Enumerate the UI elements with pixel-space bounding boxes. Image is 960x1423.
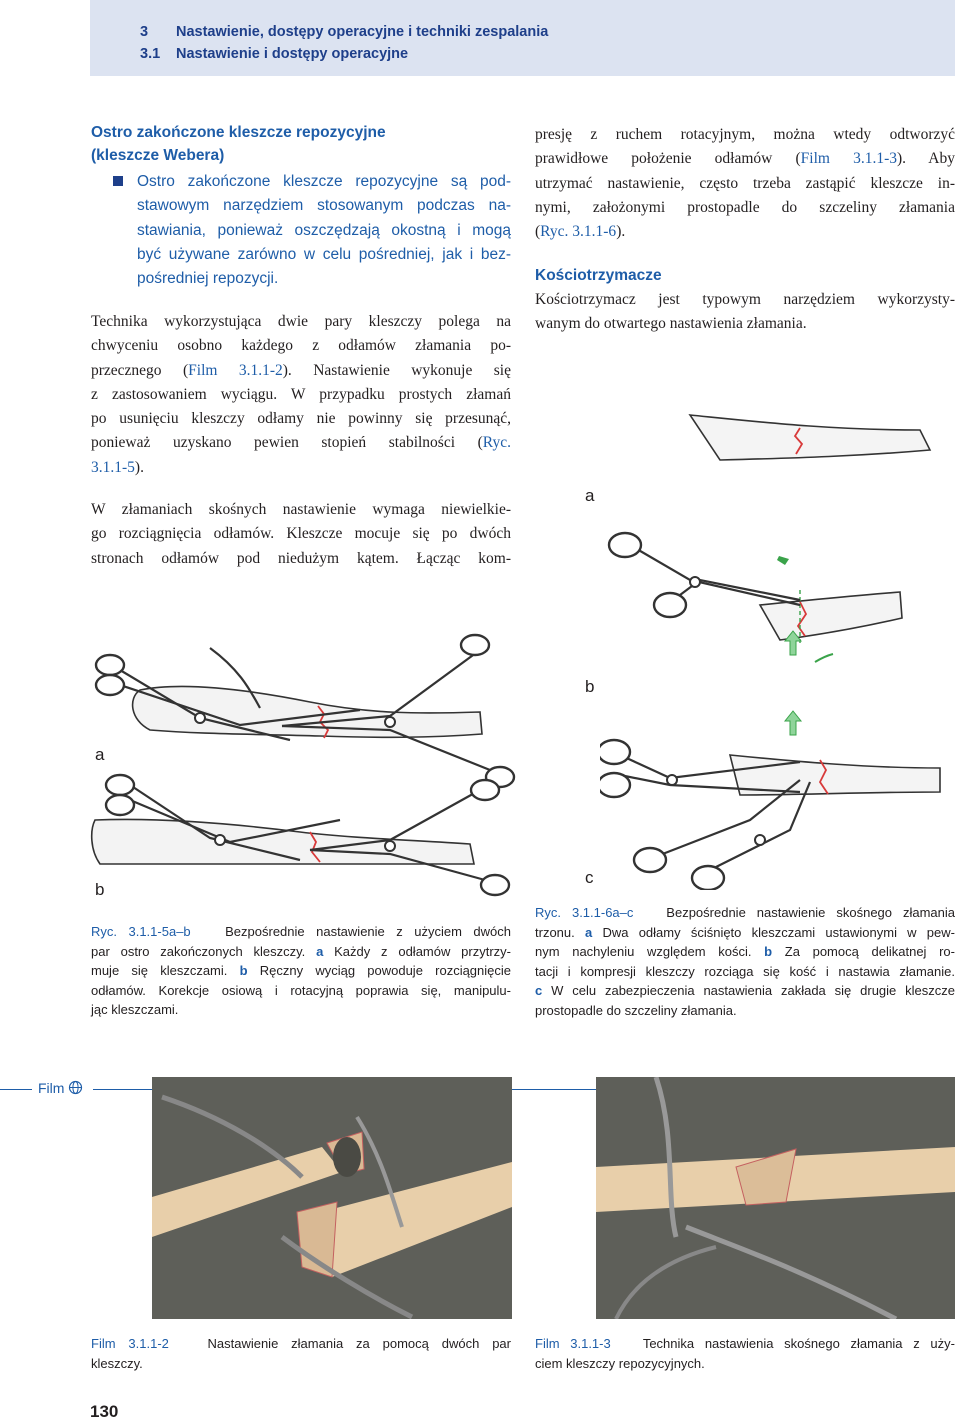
figure-link[interactable]: Ryc. 3.1.1-6: [540, 223, 617, 241]
figure-link[interactable]: Ryc.: [482, 434, 511, 452]
section-title: Nastawienie i dostępy operacyjne: [176, 46, 409, 62]
film2-image: [152, 1077, 512, 1319]
paragraph-two-pairs: [91, 310, 511, 480]
film-3-1-1-2-still[interactable]: [152, 1077, 512, 1319]
weber-heading-line1: Ostro zakończone kleszcze repozycyjne: [91, 124, 386, 141]
text-line: Kościotrzymacz jest typowym narzędziem wykorzysty-: [535, 291, 955, 308]
film-rule-left: [0, 1089, 32, 1090]
film-3-1-1-3-still[interactable]: [596, 1077, 955, 1319]
text-line: stronach odłamów pod niedużym kątem. Łącząc kom-: [91, 549, 511, 567]
fig5a-drawing: [96, 635, 514, 787]
fig6-caption-id: Ryc. 3.1.1-6a–c: [535, 905, 634, 920]
film2-caption-id: Film 3.1.1-2: [91, 1336, 169, 1351]
section-number: 3.1: [140, 46, 161, 62]
caption-text: prostopadle do szczeliny złamania.: [535, 1002, 737, 1018]
caption-text: jąc kleszczami.: [91, 1002, 179, 1017]
bullet-line: stawiania, ponieważ oszczędzają okostną i mogą: [137, 221, 511, 239]
film2-caption: Film 3.1.1-2 Nastawienie złamania za pomocą dwóch par kleszczy.: [91, 1334, 511, 1373]
chapter-header: [140, 24, 548, 40]
weber-heading-line2: (kleszcze Webera): [91, 147, 225, 164]
text-line: nymi, założonymi prostopadle do szczeliny złamania: [535, 198, 955, 216]
text-line: go rozciągnięcia odłamów. Kleszcze mocuje się po dwóch: [91, 525, 511, 543]
figure-link[interactable]: 3.1.1-5: [91, 458, 135, 476]
fig6-illustration: [600, 400, 955, 890]
fig5-caption-id: Ryc. 3.1.1-5a–b: [91, 924, 191, 939]
bullet-line: pośredniej repozycji.: [137, 270, 279, 288]
text-line: wanym do otwartego nastawienia złamania.: [535, 315, 807, 333]
fig6-caption: Ryc. 3.1.1-6a–c Bezpośrednie nastawienie skośnego złamania trzonu. a Dwa odłamy ściśnięto kleszczami ustawionymi w pew- nym nachyleniu względem kości. b Za pomocą delikatnej ro- tacji i kompresji kleszczy rozciąga się kość i nastawia złamanie. c W celu zabezpieczenia nastawienia zakłada się drugie kleszcze prostopadle do szczeliny złamania.: [535, 903, 955, 1020]
text-line: po usunięciu kleszczy odłamy nie powinny się przesunąć,: [91, 410, 511, 428]
bullet-block: [91, 170, 511, 291]
film-label: Film: [38, 1080, 83, 1098]
text-line: z zastosowaniem wyciągu. W przypadku prostych złamań: [91, 385, 511, 403]
fig5-caption: Ryc. 3.1.1-5a–b Bezpośrednie nastawienie z użyciem dwóch par ostro zakończonych kleszczy. a Każdy z odłamów przytrzy- muje się kleszczami. b Ręczny wyciąg powoduje rozciągnięcie odłamów. Korekcje osiową i rotacyjną poprawia się, manipulu- jąc kleszczami.: [91, 922, 511, 1020]
text-line: 3.1.1-5).: [91, 458, 144, 476]
caption-text: ciem kleszczy repozycyjnych.: [535, 1355, 705, 1371]
text-line: prawidłowe położenie odłamów (Film 3.1.1-3). Aby: [535, 150, 956, 168]
fig6-label-c: c: [585, 868, 594, 887]
fig5b-drawing: [92, 775, 509, 895]
chapter-title: Nastawienie, dostępy operacyjne i techniki zespalania: [176, 24, 549, 40]
fig6c-drawing: [600, 711, 940, 890]
film-link[interactable]: Film 3.1.1-3: [800, 150, 897, 168]
caption-text: Bezpośrednie nastawienie z użyciem dwóch: [225, 924, 511, 939]
film3-image: [596, 1077, 955, 1319]
film-link[interactable]: Film 3.1.1-2: [188, 361, 283, 379]
page-number: 130: [90, 1402, 119, 1421]
bullet-line: stawowym narzędziem stosowanym podczas na-: [137, 197, 511, 215]
fig5-label-a: a: [95, 745, 105, 764]
paragraph-rotation: [535, 123, 955, 244]
globe-icon: [68, 1080, 83, 1098]
fig6-label-a: a: [585, 486, 595, 505]
text-line: (Ryc. 3.1.1-6).: [535, 223, 626, 241]
chapter-number: 3: [140, 24, 149, 40]
fig5-illustration: [90, 630, 525, 910]
text-line: Technika wykorzystująca dwie pary kleszczy polega na: [91, 313, 511, 330]
text-line: utrzymać nastawienie, często trzeba zastąpić kleszcze in-: [535, 174, 955, 192]
bullet-square-icon: [113, 176, 123, 186]
text-line: chwyceniu osobno każdego z odłamów złamania po-: [91, 337, 511, 355]
fig6-label-b: b: [585, 677, 595, 696]
caption-text: kleszczy.: [91, 1355, 143, 1371]
paragraph-oblique: [91, 498, 511, 571]
fig6a-drawing: [609, 415, 930, 662]
section-header: [140, 46, 408, 62]
caption-text: odłamów. Korekcje osiową i rotacyjną poprawia się, manipulu-: [91, 982, 511, 998]
bone-holder-heading: Kościotrzymacze: [535, 267, 662, 284]
paragraph-bone-holder: [535, 288, 955, 337]
bullet-line: Ostro zakończone kleszcze repozycyjne są pod-: [137, 173, 511, 190]
text-line: presję z ruchem rotacyjnym, można wtedy odtworzyć: [535, 126, 955, 143]
text-line: W złamaniach skośnych nastawienie wymaga niewielkie-: [91, 501, 511, 518]
weber-heading: [91, 121, 511, 167]
film3-caption: Film 3.1.1-3 Technika nastawienia skośnego złamania z uży- ciem kleszczy repozycyjnych.: [535, 1334, 955, 1373]
film3-caption-id: Film 3.1.1-3: [535, 1336, 611, 1351]
text-line: przecznego (Film 3.1.1-2). Nastawienie wykonuje się: [91, 361, 511, 379]
caption-text: tacji i kompresji kleszczy rozciąga się kość i nastawia złamanie.: [535, 963, 955, 979]
text-line: ponieważ uzyskano pewien stopień stabilności (Ryc.: [91, 434, 511, 452]
fig5-label-b: b: [95, 880, 105, 899]
bullet-line: być używane zarówno w celu pośredniej, jak i bez-: [137, 245, 511, 263]
